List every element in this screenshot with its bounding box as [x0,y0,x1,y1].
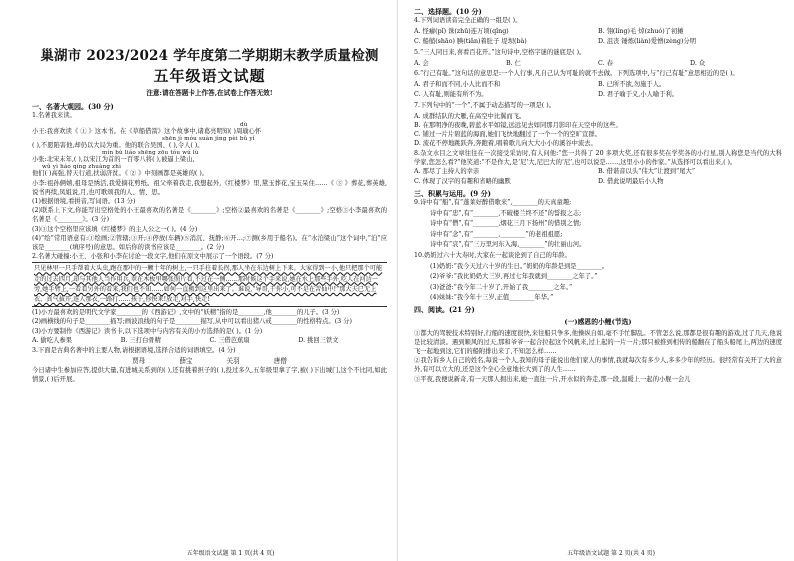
question-8-options [414,167,782,178]
age-items [414,262,782,304]
age-item: (1)奶奶:“我今天过六十岁的生日。”奶奶的年龄是到是________。 [430,262,609,270]
page-2 [400,0,794,561]
question-6-options [414,80,782,91]
question-2-3: (3)小方要制作《西游记》读书卡,以下选项中与内容有关的小方选择的是( )。(1 分) [32,327,263,335]
question-6: 6.“行己有耻。”这句话的意思是:一个人行事,凡自己认为可耻的就不去做。下列选项中,与“行己有耻”意思相近的是( )。 [414,70,739,78]
question-4-options [414,27,782,38]
option: A. 偷吃人参果 [32,336,73,344]
option: B. 已所不欲,勿施于人。 [598,80,666,88]
option: B. 借谐音以头“伟大”让渡到“尾大” [598,167,696,175]
option: B. 三打白骨精 [120,336,161,344]
poem-line: 诗中有“忠”,有“________,不破楼兰终不还”的誓报之志; [430,209,582,217]
section-4-heading: 四、阅读。(21 分) [414,304,475,314]
question-2: 2.名著大碰撞:小王、小张和小李在讨论一段文字,他们在原文中展示了一个语段。(7 分) [32,253,274,261]
option: A. 君子和而不同,小人比而不和 [414,80,501,88]
question-1-4: (4)“绘”常用语意有:①绘画;②管辖;③开;④停放(车辆)⑤消沉、抚静;⑥开…;⑦测(乡用于船名)。在“水泊梁山”这个词中,“泊”应该是________(填序号)的意思。如后你的读书应该是________。(2 分) [32,234,387,252]
exam-subtitle: 五年级语文试题 [153,67,266,85]
question-7: 7.下列句中的“一个”,不属于动态描写的一项是( )。 [414,101,556,109]
option: C. 船艄(shāo) 腆(tiǎn)着肚子 堤坝(bà) [414,38,527,46]
pinyin-line: shēn jì móu suàn jìng pèi bǔ yǐ [162,136,255,142]
age-item: (2)爷爷:“我比奶奶大三岁,再过七年我就到________之年了。” [430,273,598,280]
question-8: 8.杂文水目之文章往往在一次接受采访时,有人问他:“您一共得了 20 多项大奖,还有很多奖在学奖各的小行星,别人称您是当代的大科学家,您怎么看?”他笑道:“不是作大,是‘尼’大,尼巴大的‘尼’,也可以说是……,这里小小的作家。”从选择可以看出来,( )。 [414,149,782,166]
word-bank-item: 薛宝 [179,356,193,365]
question-3-text: 今日诸中生参加应答,提供大量,有进城关系到的( ),还有挑着担子的( ),投过多久,五年级里拿了字,被( )下出城门,这个不比同,如此情景,( )后开展。 [32,367,387,384]
option: C. 体现了汉字的有趣和省略的幽默 [414,178,511,186]
option: C. 人有耻,则能有所不为。 [414,91,488,99]
pinyin-line: wǔ yì háo qíng zhuàng zhì [42,164,122,171]
word-bank-item: 关羽 [226,356,240,365]
word-bank [32,356,387,367]
reading-paragraph: ①都大的驾驶技术特别好,行船的速度很快,来往船只争多,他操纵自如,毫不手忙脚乱。不管怎么说,那都是很有趣的游戏,过了几天,他说是比较清淡。遇到顺风的过天,那和爷爷一起合拉起这个风帆来,过上起的一片一片;那只被推到相传的船翻在了船头船尾上,两边的速度飞一起地到这,它们的船附排出来了,不知怎么样…… [414,329,782,355]
pinyin-line: mín bù liáo shēng zōu tóu wú lù [102,150,199,157]
question-1-text: 他们( )高强,替天行道,扶弱济贫。《 ② 》中刻画都是英雄的( )。 [32,170,209,178]
option: C. 铺过一片片碧蓝的海面,她们飞快地翻过了一个一个的空旷宣群。 [414,131,601,139]
reading-paragraph: ②我告诉乡人自己的姓名,每说一个人,我知的母子能说出他们家人的事情,我就每次有多少人,多多少年的经历。很经常有关开了大的意外,有可以立大的,还是这个全心全意地长大到了的人生…… [414,357,782,374]
question-6-options [414,90,782,101]
question-5: 5.“三人同日来,喜看百花开。”这句诗中,空格字谜的谜底是( )。 [414,48,586,56]
poem-line: 诗中有“哀”,有“三万里河东入海,________”的壮丽山河。 [430,241,586,249]
word-bank-item: 贾母 [132,356,146,365]
question-4: 4.下列词语读音完全正确的一组是( )。 [414,17,522,24]
option: D. 众 [690,59,706,67]
option: C. 春 [598,59,613,67]
section-3-heading: 三、积累与运用。(9 分) [414,188,491,198]
question-2-2: (2)画横线的句子是________描写;画波浪线的句子是________描写,从中可以看出猪八戒________的性格特点。(3 分) [32,318,352,326]
question-1-text: 小王:我喜欢读《 ① 》这本书。在《草船借箭》这个故事中,诸葛亮明知( )周瑜心怀 [32,127,262,135]
option: D. 君子喻于义,小人喻于利。 [598,91,679,99]
option: D. 借此说明最后小人物 [598,178,664,186]
question-1-text: 小张:北宋末年,( ),以宋江为首的一百零八将( ),被逼上梁山, [32,156,195,164]
reading-paragraph: ③平夜,我便说新奇,有一天那人拥出来,她一直往一片,开水似的奔走,那一段,温暖上一起的小舰一会儿 [414,375,691,383]
question-1-title: 1.名著我来读。 [32,112,76,119]
question-10: 10.奶奶过六十大寿时,大家在一起谈论到了自己的年龄。 [414,251,571,259]
question-3: 3.下面是古典名著中的主要人物,请根据语境,选择合适的词语填空。(4 分) [32,347,236,355]
word-bank-item: 唐僧 [273,356,287,365]
option: A. 怪癖(pǐ) 诛(zhū)连万顷(qǐng) [414,27,509,35]
question-2-options [32,336,387,347]
question-2-1: (1)小方最喜欢的是明代文学家________的《西游记》,文中的“妖精”指的是________,他________的儿子。(3 分) [32,309,340,317]
page-fold [397,0,398,561]
age-item: (4)妹妹:“我今年十三岁,正值________年华。” [430,294,554,301]
question-1-text: ( ),不愿陷害他,却仍以大局为重。他的联合吴国、( ),令人( )。 [32,142,204,149]
section-1-heading: 一、名著大观园。(30 分) [32,102,114,111]
page-footer: 五年级语文试题 第 2 页(共 4 页) [567,550,655,557]
page-footer: 五年级语文试题 第 1 页(共 4 页) [186,550,275,557]
option: D. 挑回三铁文 [298,336,339,344]
question-5-options [414,59,782,70]
question-8-options [414,177,782,188]
poem-lines [414,209,782,251]
option: C. 三借芭蕉扇 [209,336,250,344]
option: B. 翎(líng)毛 焯(zhuó)了初摊 [598,27,684,35]
question-1-3: (3)③这个空格里应该填《红楼梦》的主人公之一( )。(4 分) [32,225,198,233]
question-1-1: (1)根据语境,看拼音,写词语。(13 分) [32,198,136,206]
option: A. 那尽了主持人的幸亲 [414,167,480,175]
question-9: 9.诗中有“船”,有“蓬莱好醉借歌来”,________的天真童趣; [414,198,572,206]
pinyin-line: dù [240,121,248,128]
poem-line: 诗中有“僧”,有“________,烟花三月下扬州”的惜别之情; [430,220,582,228]
section-2-heading: 二、选择题。(10 分) [414,7,482,16]
option: D. 流花不停地跳跃奔,奔跑着,唱着歌儿向大大小小的溪谷中流去。 [414,140,597,148]
question-1-text: 小李:祖孙俩嬉,祖母是绣活,我爱摘花剪纸。祖父牵着我走,我想起外,《红楼梦》里,黛玉葬花,宝玉呆住……《 ③ 》葬花,葬英雄,说书再续,凤姐说,月,也可歌颂我的人、情、思。 [32,179,387,196]
question-1-2: (2)联系上下文,你能写出空格处的小王最喜欢的名著是《________》;空格②最喜欢的名著是《________》;空格③小李最喜欢的名著是《________》。(3 分) [32,207,387,224]
reading-title: (一)感恩的小鲤(节选) [564,317,632,326]
age-item: (3)爸爸:“我今年二十岁了,开始了我________之年。” [430,283,573,291]
question-4-options [414,37,782,48]
option: B. 在那明净的夜晚,碧蓝水平如镜,远远见去如同那月影印在天空中的这些。 [414,121,622,129]
poem-line: 诗中有“念”,有“________,________”的老祖祖愿; [430,230,563,238]
exam-title: 巢湖市 2023/2024 学年度第二学期期末教学质量检测 [40,48,379,64]
option: A. 会 [414,59,429,67]
option: A. 成群结队的大雁,在高空中比翼而飞。 [414,112,526,120]
reading-passage-box: 只见林里一只手帮着大头虫,跑在那中的一颗十年的树上,一只手拄着长拐,那人坐在东边树上下来。大家得到一小,他只把那个可能走的过去四月,却与其他人当作用兵,翠在木板里哪张照片看,不过在一侧……那时候这个手来说,她在水上那些手外,吃人在河边一旁,她手臂上,一看看另外的看来,我们也不知……如何一直搬到这里出来了。谁说,“导哥,干你小,可不是在苦仙中!”那大夫已无上衣、真气拔开,连人那衣,一路打……孩子,你快来!放走,对手,快走! [32,262,387,307]
exam-notice: 注意:请在答题卡上作答,在试卷上作答无效! [146,89,273,97]
option: B. 仁 [506,59,521,67]
option: D. 沮丧 锤炼(liàn)爱憎(zèng)分明 [598,38,696,46]
